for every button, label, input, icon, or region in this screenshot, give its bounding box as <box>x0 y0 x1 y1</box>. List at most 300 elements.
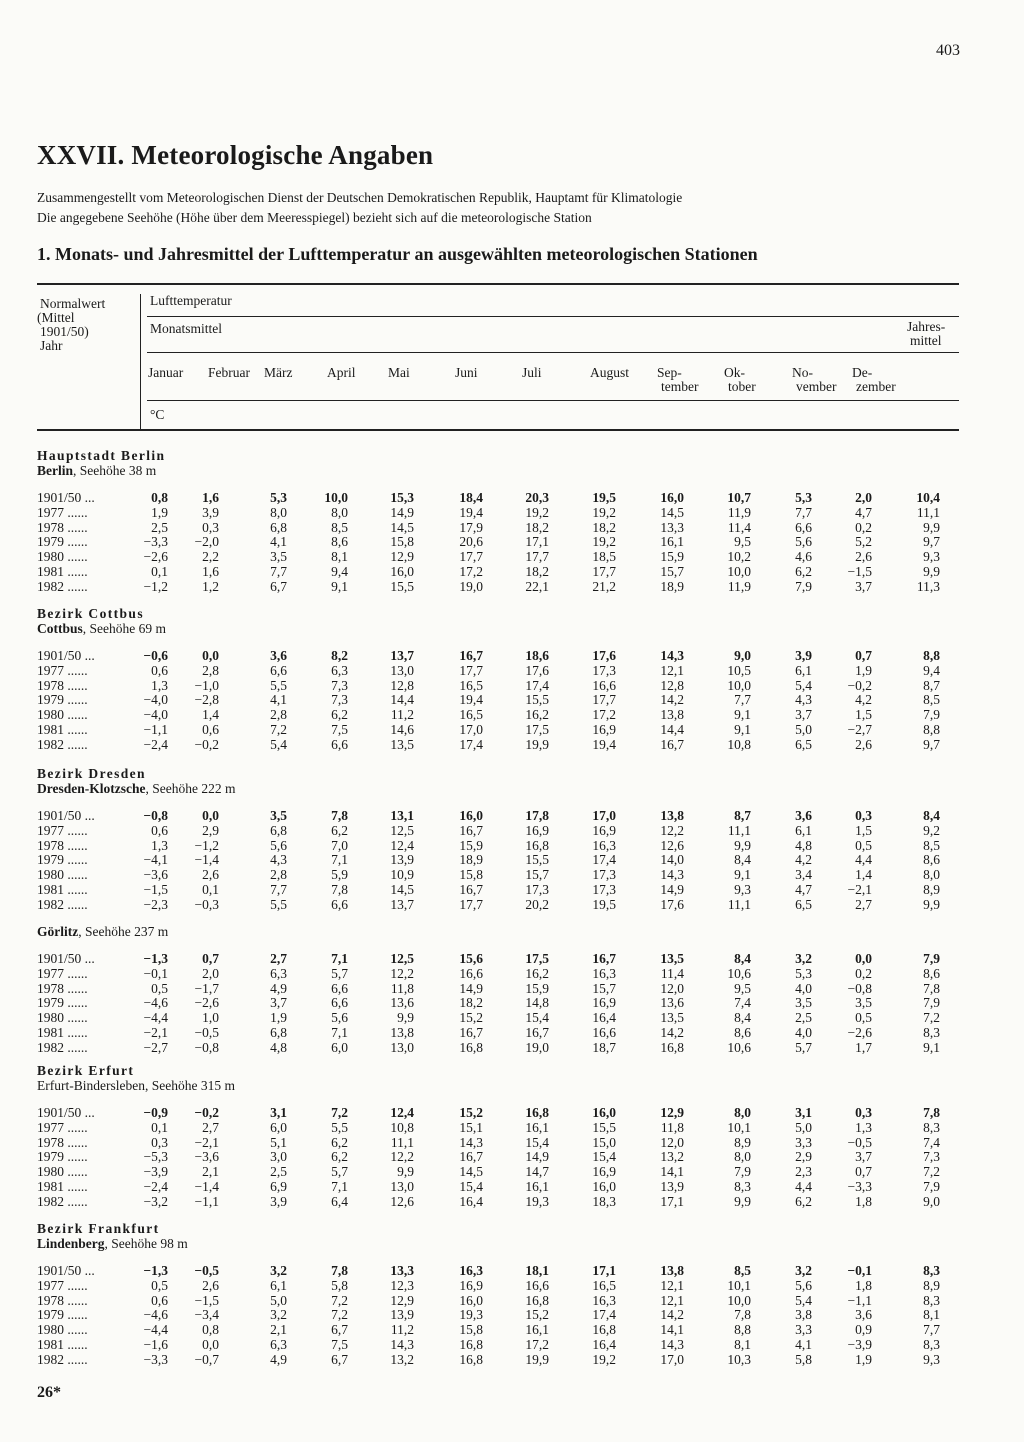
temperature-cell: −2,0 <box>194 534 219 550</box>
temperature-cell: 10,3 <box>727 1351 751 1367</box>
temperature-cell: 17,2 <box>525 1336 549 1352</box>
temperature-cell: 5,0 <box>795 721 812 737</box>
temperature-cell: 0,0 <box>202 648 219 663</box>
temperature-cell: 0,6 <box>151 1292 168 1308</box>
temperature-cell: 3,9 <box>795 648 812 663</box>
temperature-cell: −0,7 <box>194 1351 219 1367</box>
temperature-cell: 8,4 <box>734 951 751 966</box>
year-cell: 1981 ...... <box>37 721 88 737</box>
temperature-cell: 0,1 <box>202 881 219 897</box>
bezirk-heading: Hauptstadt Berlin <box>37 448 166 463</box>
temperature-cell: 16,7 <box>459 881 483 897</box>
year-cell: 1980 ...... <box>37 549 88 565</box>
temperature-cell: 1,9 <box>270 1010 287 1026</box>
temperature-cell: 1,7 <box>855 1039 872 1055</box>
temperature-cell: 15,7 <box>525 867 549 883</box>
temperature-cell: 18,5 <box>592 549 616 565</box>
temperature-cell: 4,1 <box>270 534 287 550</box>
temperature-cell: 8,7 <box>734 808 751 823</box>
table-row <box>37 1351 940 1368</box>
temperature-cell: 14,9 <box>660 881 684 897</box>
year-cell: 1978 ...... <box>37 1292 88 1308</box>
temperature-cell: 5,2 <box>855 534 872 550</box>
temperature-cell: 2,9 <box>202 822 219 838</box>
temperature-cell: 14,7 <box>525 1164 549 1180</box>
table-row <box>37 534 940 550</box>
temperature-cell: 17,1 <box>525 534 549 550</box>
temperature-cell: 13,9 <box>390 852 414 868</box>
temperature-cell: 18,6 <box>525 648 549 663</box>
temperature-cell: 13,9 <box>660 1178 684 1194</box>
temperature-cell: 7,0 <box>331 837 348 853</box>
temperature-cell: 16,7 <box>592 951 616 966</box>
temperature-cell: 3,2 <box>795 1263 812 1278</box>
temperature-cell: 16,6 <box>592 1024 616 1040</box>
temperature-cell: −0,9 <box>143 1105 168 1120</box>
temperature-cell: 10,0 <box>324 490 348 505</box>
temperature-cell: 9,3 <box>923 1351 940 1367</box>
temperature-cell: −2,3 <box>143 896 168 912</box>
temperature-cell: 2,1 <box>270 1322 287 1338</box>
temperature-cell: 11,8 <box>390 980 414 996</box>
temperature-cell: −2,7 <box>143 1039 168 1055</box>
table-row <box>37 965 940 982</box>
temperature-cell: 14,5 <box>660 504 684 520</box>
temperature-cell: −0,2 <box>194 736 219 752</box>
temperature-cell: 7,8 <box>923 1105 940 1120</box>
year-cell: 1978 ...... <box>37 519 88 535</box>
temperature-cell: 3,5 <box>270 549 287 565</box>
temperature-cell: 4,8 <box>795 837 812 853</box>
table-row <box>37 1178 940 1195</box>
temperature-cell: 16,7 <box>459 1149 483 1165</box>
temperature-cell: −0,3 <box>194 896 219 912</box>
temperature-cell: 13,8 <box>660 808 684 823</box>
temperature-cell: 9,4 <box>923 662 940 678</box>
table-row <box>37 1134 940 1151</box>
table-row <box>37 808 940 824</box>
temperature-cell: 14,9 <box>525 1149 549 1165</box>
table-row <box>37 1039 940 1056</box>
temperature-cell: 17,7 <box>459 896 483 912</box>
temperature-cell: 16,9 <box>459 1277 483 1293</box>
temperature-cell: −0,2 <box>194 1105 219 1120</box>
temperature-cell: 3,7 <box>270 995 287 1011</box>
temperature-cell: 15,2 <box>459 1105 483 1120</box>
header-unit: °C <box>150 407 165 422</box>
temperature-cell: 15,8 <box>390 534 414 550</box>
temperature-cell: 16,2 <box>525 965 549 981</box>
temperature-cell: 8,0 <box>331 504 348 520</box>
temperature-cell: 2,6 <box>202 1277 219 1293</box>
temperature-cell: 13,5 <box>660 1010 684 1026</box>
temperature-cell: 15,3 <box>390 490 414 505</box>
temperature-cell: 0,5 <box>151 980 168 996</box>
table-row <box>37 490 940 506</box>
temperature-cell: −4,6 <box>143 1307 168 1323</box>
temperature-cell: 17,6 <box>660 896 684 912</box>
temperature-cell: 18,9 <box>660 578 684 594</box>
temperature-cell: 6,2 <box>331 1149 348 1165</box>
temperature-cell: 7,9 <box>923 995 940 1011</box>
temperature-cell: 4,8 <box>270 1039 287 1055</box>
temperature-cell: 12,6 <box>660 837 684 853</box>
year-cell: 1982 ...... <box>37 578 88 594</box>
station-block <box>37 448 940 595</box>
year-cell: 1982 ...... <box>37 736 88 752</box>
temperature-cell: 6,7 <box>331 1351 348 1367</box>
temperature-cell: 3,7 <box>795 707 812 723</box>
temperature-cell: 7,7 <box>734 692 751 708</box>
temperature-cell: 12,1 <box>660 1277 684 1293</box>
temperature-cell: 15,5 <box>390 578 414 594</box>
header-divider <box>140 294 141 429</box>
temperature-cell: 11,4 <box>727 519 751 535</box>
temperature-cell: 11,2 <box>390 1322 414 1338</box>
temperature-cell: 8,5 <box>331 519 348 535</box>
temperature-cell: 18,2 <box>459 995 483 1011</box>
temperature-cell: 13,8 <box>390 1024 414 1040</box>
temperature-cell: 8,5 <box>734 1263 751 1278</box>
temperature-cell: −1,4 <box>194 852 219 868</box>
temperature-cell: 8,3 <box>734 1178 751 1194</box>
temperature-cell: 6,3 <box>270 1336 287 1352</box>
year-cell: 1979 ...... <box>37 1149 88 1165</box>
temperature-cell: 14,9 <box>390 504 414 520</box>
temperature-cell: 9,9 <box>734 1193 751 1209</box>
temperature-cell: 13,8 <box>660 1263 684 1278</box>
temperature-cell: 1,5 <box>855 707 872 723</box>
temperature-cell: 18,1 <box>525 1263 549 1278</box>
temperature-cell: 8,5 <box>923 837 940 853</box>
temperature-cell: −3,9 <box>143 1164 168 1180</box>
table-row <box>37 822 940 839</box>
year-cell: 1980 ...... <box>37 867 88 883</box>
temperature-cell: 7,9 <box>923 1178 940 1194</box>
temperature-cell: 12,3 <box>390 1277 414 1293</box>
temperature-cell: 4,2 <box>795 852 812 868</box>
temperature-cell: 12,4 <box>390 1105 414 1120</box>
temperature-cell: 14,1 <box>660 1322 684 1338</box>
temperature-cell: 17,4 <box>592 1307 616 1323</box>
temperature-cell: 0,6 <box>151 662 168 678</box>
table-row <box>37 995 940 1011</box>
header-monatsmittel: Monatsmittel <box>150 321 222 336</box>
temperature-cell: 10,0 <box>727 563 751 579</box>
temperature-cell: 16,8 <box>525 1292 549 1308</box>
temperature-cell: 5,3 <box>795 490 812 505</box>
temperature-cell: 2,3 <box>795 1164 812 1180</box>
temperature-cell: 13,0 <box>390 1178 414 1194</box>
temperature-cell: 14,6 <box>390 721 414 737</box>
temperature-cell: 14,5 <box>459 1164 483 1180</box>
temperature-cell: 3,5 <box>795 995 812 1011</box>
temperature-cell: 9,5 <box>734 534 751 550</box>
temperature-cell: 13,0 <box>390 1039 414 1055</box>
temperature-cell: 6,9 <box>270 1178 287 1194</box>
year-cell: 1977 ...... <box>37 504 88 520</box>
temperature-cell: 3,2 <box>270 1307 287 1323</box>
temperature-cell: 15,9 <box>660 549 684 565</box>
station-location: Berlin, Seehöhe 38 m <box>37 463 157 478</box>
temperature-cell: 17,9 <box>459 519 483 535</box>
temperature-cell: 10,9 <box>390 867 414 883</box>
temperature-cell: 20,6 <box>459 534 483 550</box>
table-row <box>37 896 940 913</box>
table-row <box>37 677 940 694</box>
year-cell: 1980 ...... <box>37 707 88 723</box>
temperature-cell: 8,9 <box>923 881 940 897</box>
temperature-cell: 3,2 <box>270 1263 287 1278</box>
temperature-cell: 16,0 <box>459 808 483 823</box>
year-cell: 1901/50 ... <box>37 648 95 663</box>
table-row <box>37 881 940 898</box>
temperature-cell: 6,6 <box>270 662 287 678</box>
temperature-cell: 17,7 <box>459 662 483 678</box>
temperature-cell: 6,8 <box>270 822 287 838</box>
temperature-cell: 14,2 <box>660 1024 684 1040</box>
temperature-cell: −1,3 <box>143 1263 168 1278</box>
temperature-cell: 6,8 <box>270 1024 287 1040</box>
station-block <box>37 606 940 753</box>
temperature-cell: 9,9 <box>923 563 940 579</box>
temperature-cell: −1,5 <box>143 881 168 897</box>
temperature-cell: 12,9 <box>390 549 414 565</box>
temperature-cell: 8,1 <box>734 1336 751 1352</box>
temperature-cell: −4,1 <box>143 852 168 868</box>
temperature-cell: 0,8 <box>151 490 168 505</box>
temperature-cell: 0,5 <box>855 837 872 853</box>
temperature-cell: −3,6 <box>194 1149 219 1165</box>
temperature-cell: 0,6 <box>151 822 168 838</box>
table-row <box>37 1119 940 1136</box>
temperature-cell: 10,0 <box>727 1292 751 1308</box>
table-row <box>37 692 940 708</box>
temperature-cell: 11,1 <box>390 1134 414 1150</box>
year-cell: 1982 ...... <box>37 1351 88 1367</box>
temperature-cell: 1,9 <box>855 1351 872 1367</box>
temperature-cell: 9,1 <box>734 721 751 737</box>
temperature-cell: 19,4 <box>459 504 483 520</box>
temperature-cell: 2,5 <box>795 1010 812 1026</box>
temperature-cell: 7,4 <box>923 1134 940 1150</box>
temperature-cell: −3,3 <box>847 1178 872 1194</box>
temperature-cell: 10,1 <box>727 1277 751 1293</box>
temperature-cell: 14,5 <box>390 881 414 897</box>
temperature-cell: 6,5 <box>795 736 812 752</box>
temperature-cell: 2,9 <box>795 1149 812 1165</box>
temperature-cell: 17,5 <box>525 721 549 737</box>
temperature-cell: −4,0 <box>143 692 168 708</box>
temperature-cell: 19,9 <box>525 736 549 752</box>
bezirk-heading: Bezirk Dresden <box>37 766 146 781</box>
temperature-cell: 17,4 <box>459 736 483 752</box>
temperature-cell: 5,1 <box>270 1134 287 1150</box>
temperature-cell: 16,0 <box>592 1178 616 1194</box>
temperature-cell: −0,2 <box>847 677 872 693</box>
temperature-cell: 12,0 <box>660 980 684 996</box>
temperature-cell: 15,9 <box>459 837 483 853</box>
temperature-cell: 1,2 <box>202 578 219 594</box>
bezirk-heading: Bezirk Cottbus <box>37 606 144 621</box>
temperature-cell: 8,1 <box>331 549 348 565</box>
temperature-cell: 6,8 <box>270 519 287 535</box>
year-cell: 1977 ...... <box>37 822 88 838</box>
table-row <box>37 549 940 565</box>
temperature-cell: −2,1 <box>847 881 872 897</box>
temperature-cell: 8,4 <box>734 852 751 868</box>
temperature-cell: 3,4 <box>795 867 812 883</box>
temperature-cell: 17,3 <box>525 881 549 897</box>
temperature-cell: 12,1 <box>660 1292 684 1308</box>
temperature-cell: 6,2 <box>795 563 812 579</box>
temperature-cell: 6,1 <box>795 822 812 838</box>
temperature-cell: 17,0 <box>459 721 483 737</box>
temperature-cell: 4,0 <box>795 980 812 996</box>
temperature-cell: 3,7 <box>855 1149 872 1165</box>
temperature-cell: 14,4 <box>660 721 684 737</box>
temperature-cell: 7,1 <box>331 852 348 868</box>
table-row <box>37 1336 940 1353</box>
temperature-cell: 12,2 <box>390 1149 414 1165</box>
temperature-cell: 9,0 <box>734 648 751 663</box>
temperature-cell: 12,8 <box>390 677 414 693</box>
temperature-cell: 8,6 <box>923 852 940 868</box>
temperature-cell: −2,6 <box>143 549 168 565</box>
temperature-cell: 10,4 <box>916 490 940 505</box>
temperature-cell: 15,7 <box>592 980 616 996</box>
temperature-cell: 13,3 <box>660 519 684 535</box>
temperature-cell: 16,9 <box>525 822 549 838</box>
month-header: Ok- tober <box>724 365 756 394</box>
temperature-cell: 16,8 <box>459 1039 483 1055</box>
year-cell: 1978 ...... <box>37 837 88 853</box>
temperature-cell: 7,1 <box>331 1178 348 1194</box>
temperature-cell: −1,7 <box>194 980 219 996</box>
temperature-cell: 9,1 <box>734 867 751 883</box>
temperature-cell: 12,0 <box>660 1134 684 1150</box>
table-row <box>37 1277 940 1294</box>
signature-mark: 26* <box>37 1384 61 1401</box>
temperature-cell: 15,8 <box>459 1322 483 1338</box>
temperature-cell: 1,3 <box>151 837 168 853</box>
temperature-cell: 4,7 <box>855 504 872 520</box>
temperature-cell: 12,2 <box>660 822 684 838</box>
subtitle-altitude-note: Die angegebene Seehöhe (Höhe über dem Meeresspiegel) bezieht sich auf die meteorologische Station <box>37 210 592 225</box>
temperature-cell: 16,0 <box>660 490 684 505</box>
temperature-cell: 0,9 <box>855 1322 872 1338</box>
temperature-cell: 17,3 <box>592 881 616 897</box>
year-cell: 1979 ...... <box>37 534 88 550</box>
temperature-cell: 15,5 <box>525 692 549 708</box>
temperature-cell: 7,4 <box>734 995 751 1011</box>
station-block <box>37 1221 940 1368</box>
temperature-cell: 6,2 <box>795 1193 812 1209</box>
station-location: Görlitz, Seehöhe 237 m <box>37 924 169 939</box>
temperature-cell: 3,5 <box>270 808 287 823</box>
temperature-cell: 17,7 <box>592 563 616 579</box>
temperature-cell: 2,6 <box>202 867 219 883</box>
temperature-cell: 3,8 <box>795 1307 812 1323</box>
year-cell: 1978 ...... <box>37 1134 88 1150</box>
temperature-cell: 0,0 <box>202 1336 219 1352</box>
temperature-cell: 17,7 <box>459 549 483 565</box>
temperature-cell: 6,7 <box>270 578 287 594</box>
temperature-cell: 0,5 <box>151 1277 168 1293</box>
temperature-cell: 6,2 <box>331 822 348 838</box>
station-location: Erfurt-Bindersleben, Seehöhe 315 m <box>37 1078 235 1093</box>
temperature-cell: 13,0 <box>390 662 414 678</box>
header-normalwert: Normalwert <box>40 296 106 311</box>
temperature-cell: 13,5 <box>390 736 414 752</box>
station-block <box>37 1063 940 1210</box>
temperature-cell: 3,9 <box>202 504 219 520</box>
temperature-cell: 2,7 <box>855 896 872 912</box>
temperature-cell: 9,1 <box>734 707 751 723</box>
temperature-cell: 0,7 <box>202 951 219 966</box>
temperature-cell: 15,9 <box>525 980 549 996</box>
temperature-cell: 16,0 <box>459 1292 483 1308</box>
temperature-cell: 14,8 <box>525 995 549 1011</box>
temperature-cell: −2,4 <box>143 1178 168 1194</box>
temperature-cell: 14,2 <box>660 1307 684 1323</box>
temperature-cell: 13,2 <box>390 1351 414 1367</box>
table-row <box>37 504 940 521</box>
header-bottom-rule <box>37 429 959 431</box>
temperature-cell: 16,9 <box>592 822 616 838</box>
year-cell: 1981 ...... <box>37 1178 88 1194</box>
temperature-cell: 12,9 <box>390 1292 414 1308</box>
temperature-cell: 0,3 <box>855 1105 872 1120</box>
temperature-cell: 13,5 <box>660 951 684 966</box>
temperature-cell: 3,3 <box>795 1134 812 1150</box>
temperature-cell: 6,1 <box>795 662 812 678</box>
temperature-cell: 0,2 <box>855 519 872 535</box>
temperature-cell: 6,5 <box>795 896 812 912</box>
temperature-cell: 13,7 <box>390 648 414 663</box>
temperature-cell: 7,5 <box>331 1336 348 1352</box>
temperature-cell: 6,6 <box>795 519 812 535</box>
temperature-cell: −1,5 <box>847 563 872 579</box>
temperature-cell: 7,8 <box>331 881 348 897</box>
temperature-cell: 16,3 <box>592 837 616 853</box>
temperature-cell: 7,5 <box>331 721 348 737</box>
temperature-cell: −4,6 <box>143 995 168 1011</box>
temperature-cell: 17,5 <box>525 951 549 966</box>
header-jahresmittel-1: Jahres- <box>907 319 946 334</box>
temperature-cell: 9,9 <box>397 1164 414 1180</box>
temperature-cell: 13,9 <box>390 1307 414 1323</box>
temperature-cell: 9,9 <box>397 1010 414 1026</box>
temperature-cell: 5,7 <box>795 1039 812 1055</box>
table-row <box>37 1149 940 1165</box>
temperature-cell: 16,3 <box>459 1263 483 1278</box>
temperature-cell: 7,3 <box>331 677 348 693</box>
temperature-cell: −2,8 <box>194 692 219 708</box>
temperature-cell: 17,3 <box>592 867 616 883</box>
temperature-cell: 21,2 <box>592 578 616 594</box>
table-row <box>37 1193 940 1210</box>
temperature-cell: 17,6 <box>525 662 549 678</box>
temperature-cell: 9,9 <box>734 837 751 853</box>
temperature-cell: 22,1 <box>525 578 549 594</box>
temperature-cell: 8,0 <box>270 504 287 520</box>
temperature-cell: 5,6 <box>270 837 287 853</box>
temperature-cell: −1,1 <box>143 721 168 737</box>
temperature-cell: 4,7 <box>795 881 812 897</box>
temperature-cell: 11,4 <box>660 965 684 981</box>
temperature-cell: 13,6 <box>660 995 684 1011</box>
